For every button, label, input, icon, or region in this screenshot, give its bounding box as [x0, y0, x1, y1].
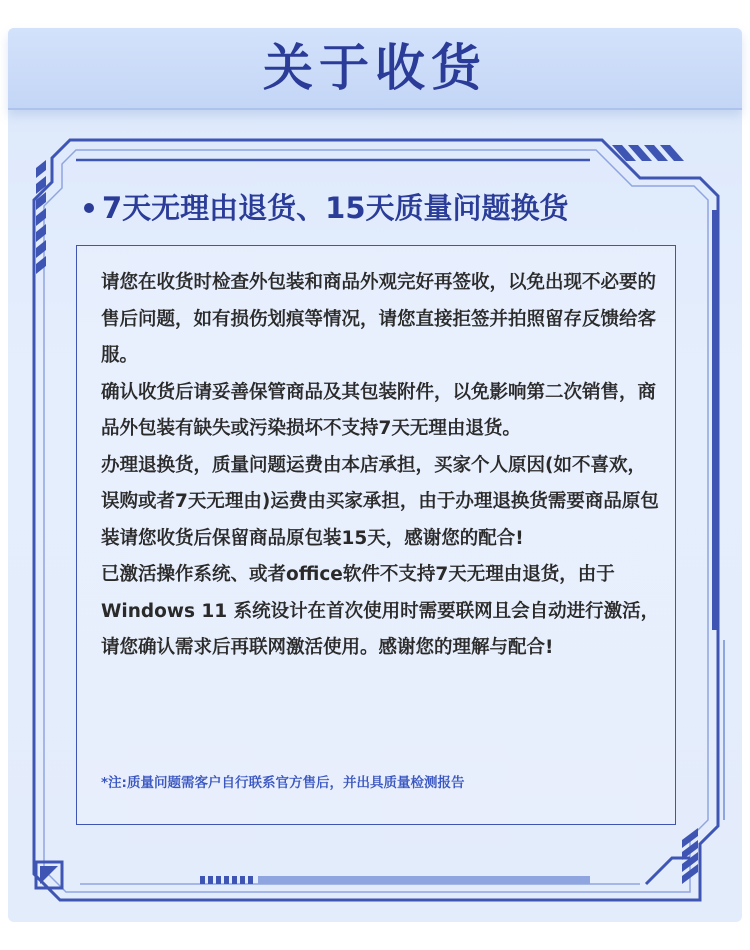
- paragraph-activation: 已激活操作系统、或者office软件不支持7天无理由退货，由于Windows 11 系统设计在首次使用时需要联网且会自动进行激活，请您确认需求后再联网激活使用。感谢您的理解与配合!: [101, 564, 660, 658]
- paragraph-packaging: 确认收货后请妥善保管商品及其包装附件，以免影响第二次销售，商品外包装有缺失或污染损坏不支持7天无理由退货。: [101, 381, 657, 439]
- policy-text: [101, 265, 661, 667]
- page-title: 关于收货: [263, 39, 487, 97]
- paragraph-return-shipping: 办理退换货，质量问题运费由本店承担，买家个人原因(如不喜欢，误购或者7天无理由)运费由买家承担，由于办理退换货需要商品原包装请您收货后保留商品原包装15天，感谢您的配合!: [101, 454, 659, 549]
- footnote: *注:质量问题需客户自行联系官方售后，并出具质量检测报告: [101, 775, 465, 791]
- section-heading: 7天无理由退货、15天质量问题换货: [84, 186, 694, 230]
- bottom-dashes: [200, 876, 590, 884]
- stripes-top-right: [612, 145, 684, 161]
- paragraph-inspection: 请您在收货时检查外包装和商品外观完好再签收，以免出现不必要的售后问题，如有损伤划痕等情况，请您直接拒签并拍照留存反馈给客服。: [101, 272, 657, 366]
- bullet-icon: [84, 203, 94, 213]
